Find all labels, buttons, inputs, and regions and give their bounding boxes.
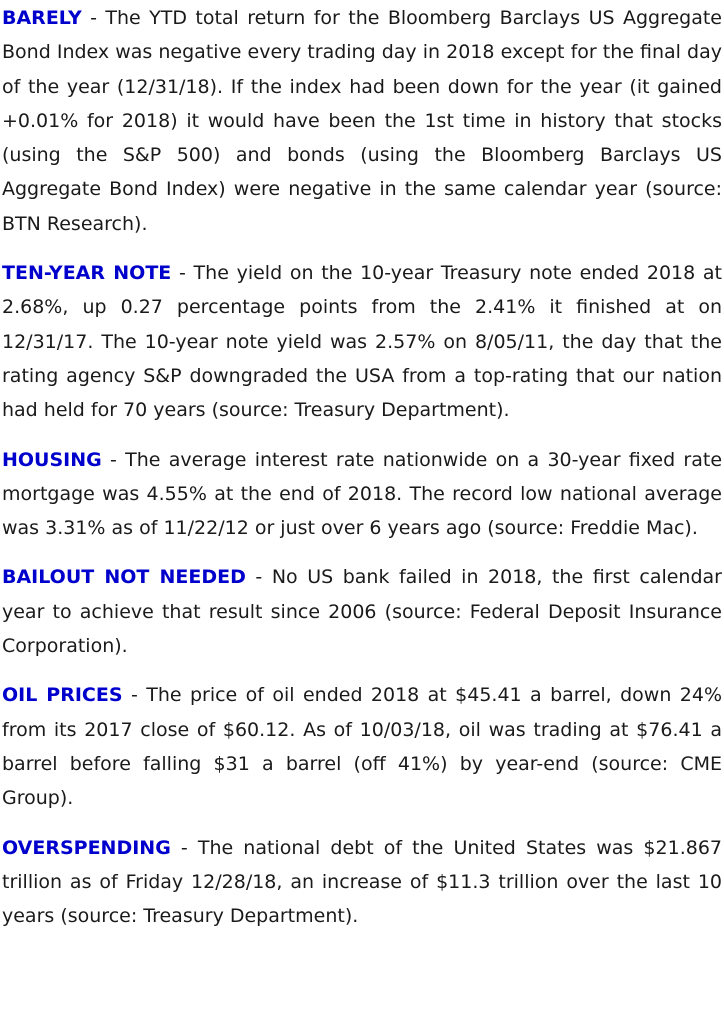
paragraph-bailout-not-needed [2,560,722,663]
paragraph-text: The YTD total return for the Bloomberg Barclays US Aggregate Bond Index was negative every trading day in 2018 except for the final day of the year (12/31/18). If the index had been down for the year (it gained +0.01% for 2018) it would have been the 1st time in history that stocks (using the S&P 500) and bonds (using the Bloomberg Barclays US Aggregate Bond Index) were negative in the same calendar year (source: BTN Research). [2,7,722,235]
paragraph-barely [2,1,722,241]
heading-separator: - [81,7,106,29]
paragraph-text: The price of oil ended 2018 at $45.41 a barrel, down 24% from its 2017 close of $60.12. As of 10/03/18, oil was trading at $76.41 a barrel before falling $31 a barrel (off 41%) by year-end (source: CME Group). [2,684,722,810]
paragraph-heading: TEN-YEAR NOTE [2,262,172,285]
paragraph-heading: OVERSPENDING [2,836,171,859]
paragraph-oil-prices [2,678,722,815]
paragraph-heading: BAILOUT NOT NEEDED [2,566,246,589]
paragraph-heading: BARELY [2,7,82,29]
paragraph-heading: OIL PRICES [2,684,123,707]
paragraph-heading: HOUSING [2,448,102,471]
heading-separator: - [245,566,272,589]
heading-separator: - [122,684,147,707]
paragraph-text: No US bank failed in 2018, the first calendar year to achieve that result since 2006 (source: Federal Deposit Insurance Corporation). [2,566,722,658]
heading-separator: - [170,836,198,859]
heading-separator: - [101,448,126,471]
paragraph-text: The yield on the 10-year Treasury note ended 2018 at 2.68%, up 0.27 percentage points from the 2.41% it finished at on 12/31/17. The 10-year note yield was 2.57% on 8/05/11, the day that the rating agency S&P downgraded the USA from a top-rating that our nation had held for 70 years (source: Treasury Department). [2,262,722,422]
paragraph-ten-year-note [2,256,722,427]
paragraph-text: The national debt of the United States was $21.867 trillion as of Friday 12/28/18, an increase of $11.3 trillion over the last 10 years (source: Treasury Department). [2,836,723,928]
paragraph-text: The average interest rate nationwide on a 30-year fixed rate mortgage was 4.55% at the end of 2018. The record low national average was 3.31% as of 11/22/12 or just over 6 years ago (source: Freddie Mac). [2,448,723,540]
paragraph-housing [2,443,722,546]
paragraph-overspending [2,831,722,934]
heading-separator: - [171,262,194,285]
